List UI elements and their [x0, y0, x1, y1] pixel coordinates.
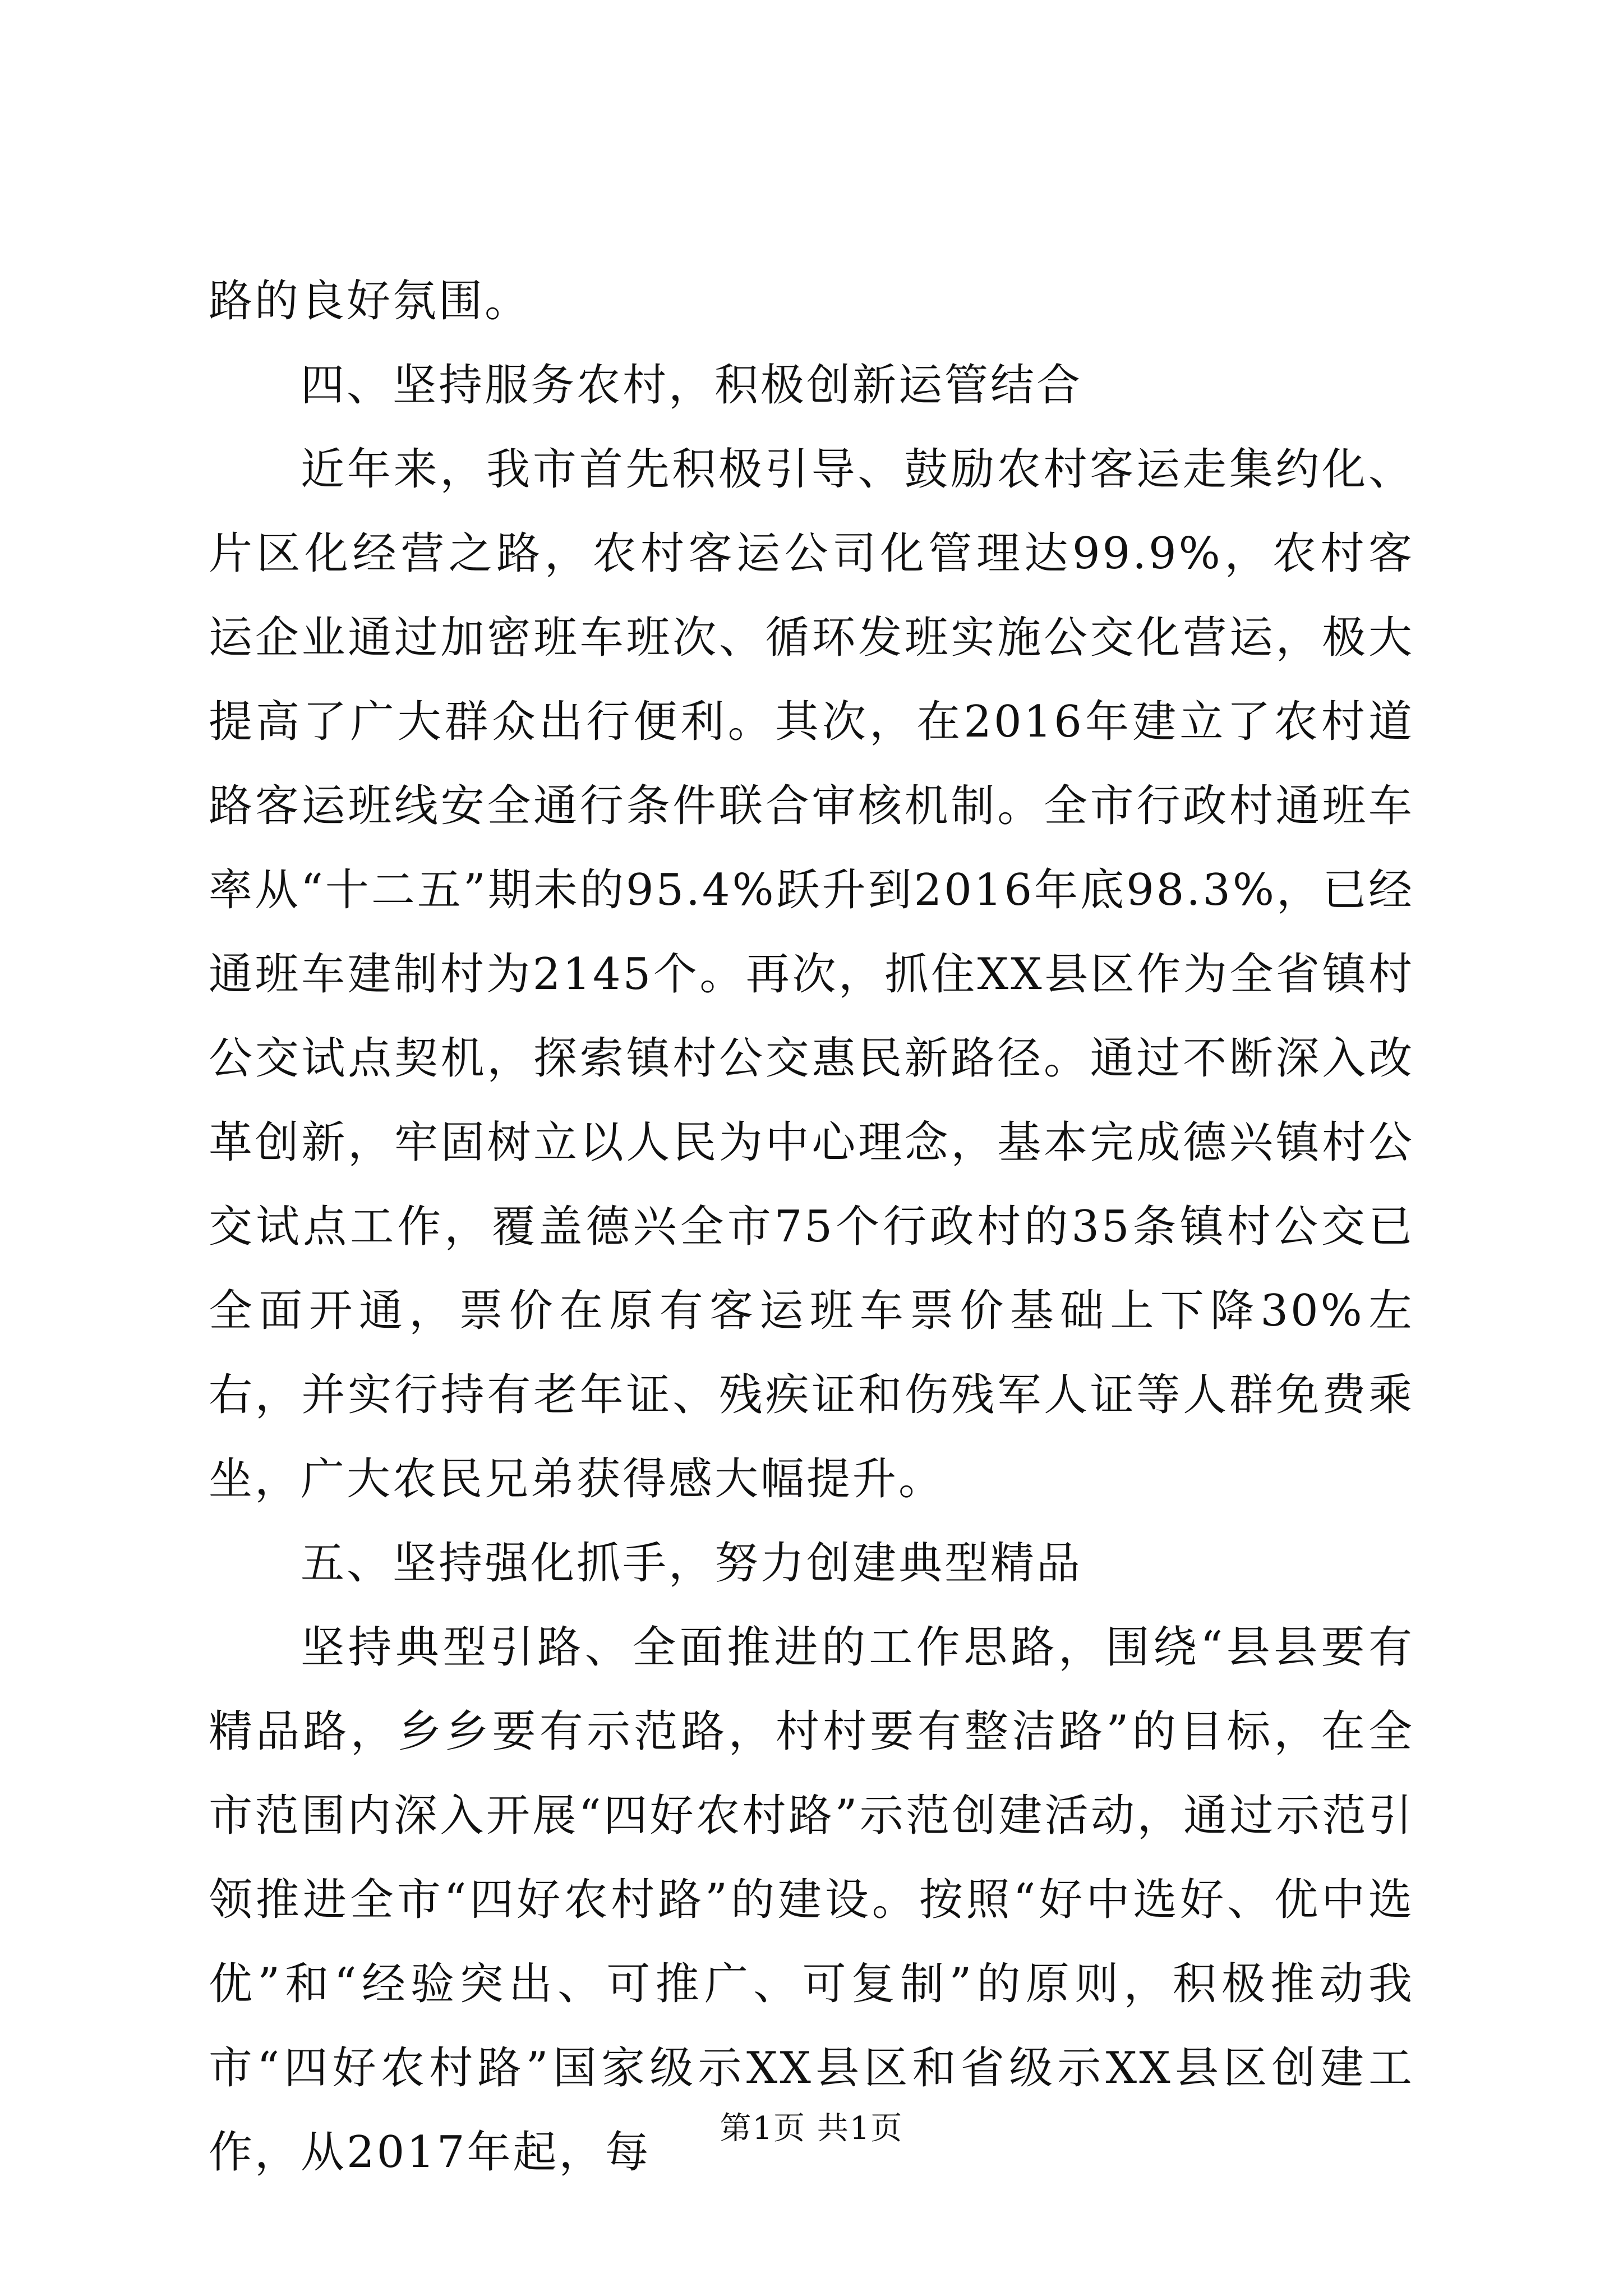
paragraph-continuation: 路的良好氛围。 — [209, 276, 531, 326]
paragraph-body: 近年来，我市首先积极引导、鼓励农村客运走集约化、片区化经营之路，农村客运公司化管理达99.9%，农村客运企业通过加密班车班次、循环发班实施公交化营运，极大提高了广大群众出行便利。其次，在2016年建立了农村道路客运班线安全通行条件联合审核机制。全市行政村通班车率从“十二五”期未的95.4%跃升到2016年底98.3%，已经通班车建制村为2145个。再次，抓住XX县区作为全省镇村公交试点契机，探索镇村公交惠民新路径。通过不断深入改革创新，牢固树立以人民为中心理念，基本完成德兴镇村公交试点工作，覆盖德兴全市75个行政村的35条镇村公交已全面开通，票价在原有客运班车票价基础上下降30%左右，并实行持有老年证、残疾证和伤残军人证等人群免费乘坐，广大农民兄弟获得感大幅提升。 — [209, 444, 1414, 1504]
section-heading-four: 四、坚持服务农村，积极创新运管结合 — [301, 360, 1083, 411]
document-body — [209, 259, 1414, 2194]
paragraph-body: 坚持典型引路、全面推进的工作思路，围绕“县县要有精品路，乡乡要有示范路，村村要有整洁路”的目标，在全市范围内深入开展“四好农村路”示范创建活动，通过示范引领推进全市“四好农村路”的建设。按照“好中选好、优中选优”和“经验突出、可推广、可复制”的原则，积极推动我市“四好农村路”国家级示XX县区和省级示XX县区创建工作，从2017年起，每 — [209, 1622, 1414, 2178]
section-heading-five: 五、坚持强化抓手，努力创建典型精品 — [301, 1538, 1083, 1589]
page-footer: 第1页 共1页 — [720, 2110, 903, 2147]
